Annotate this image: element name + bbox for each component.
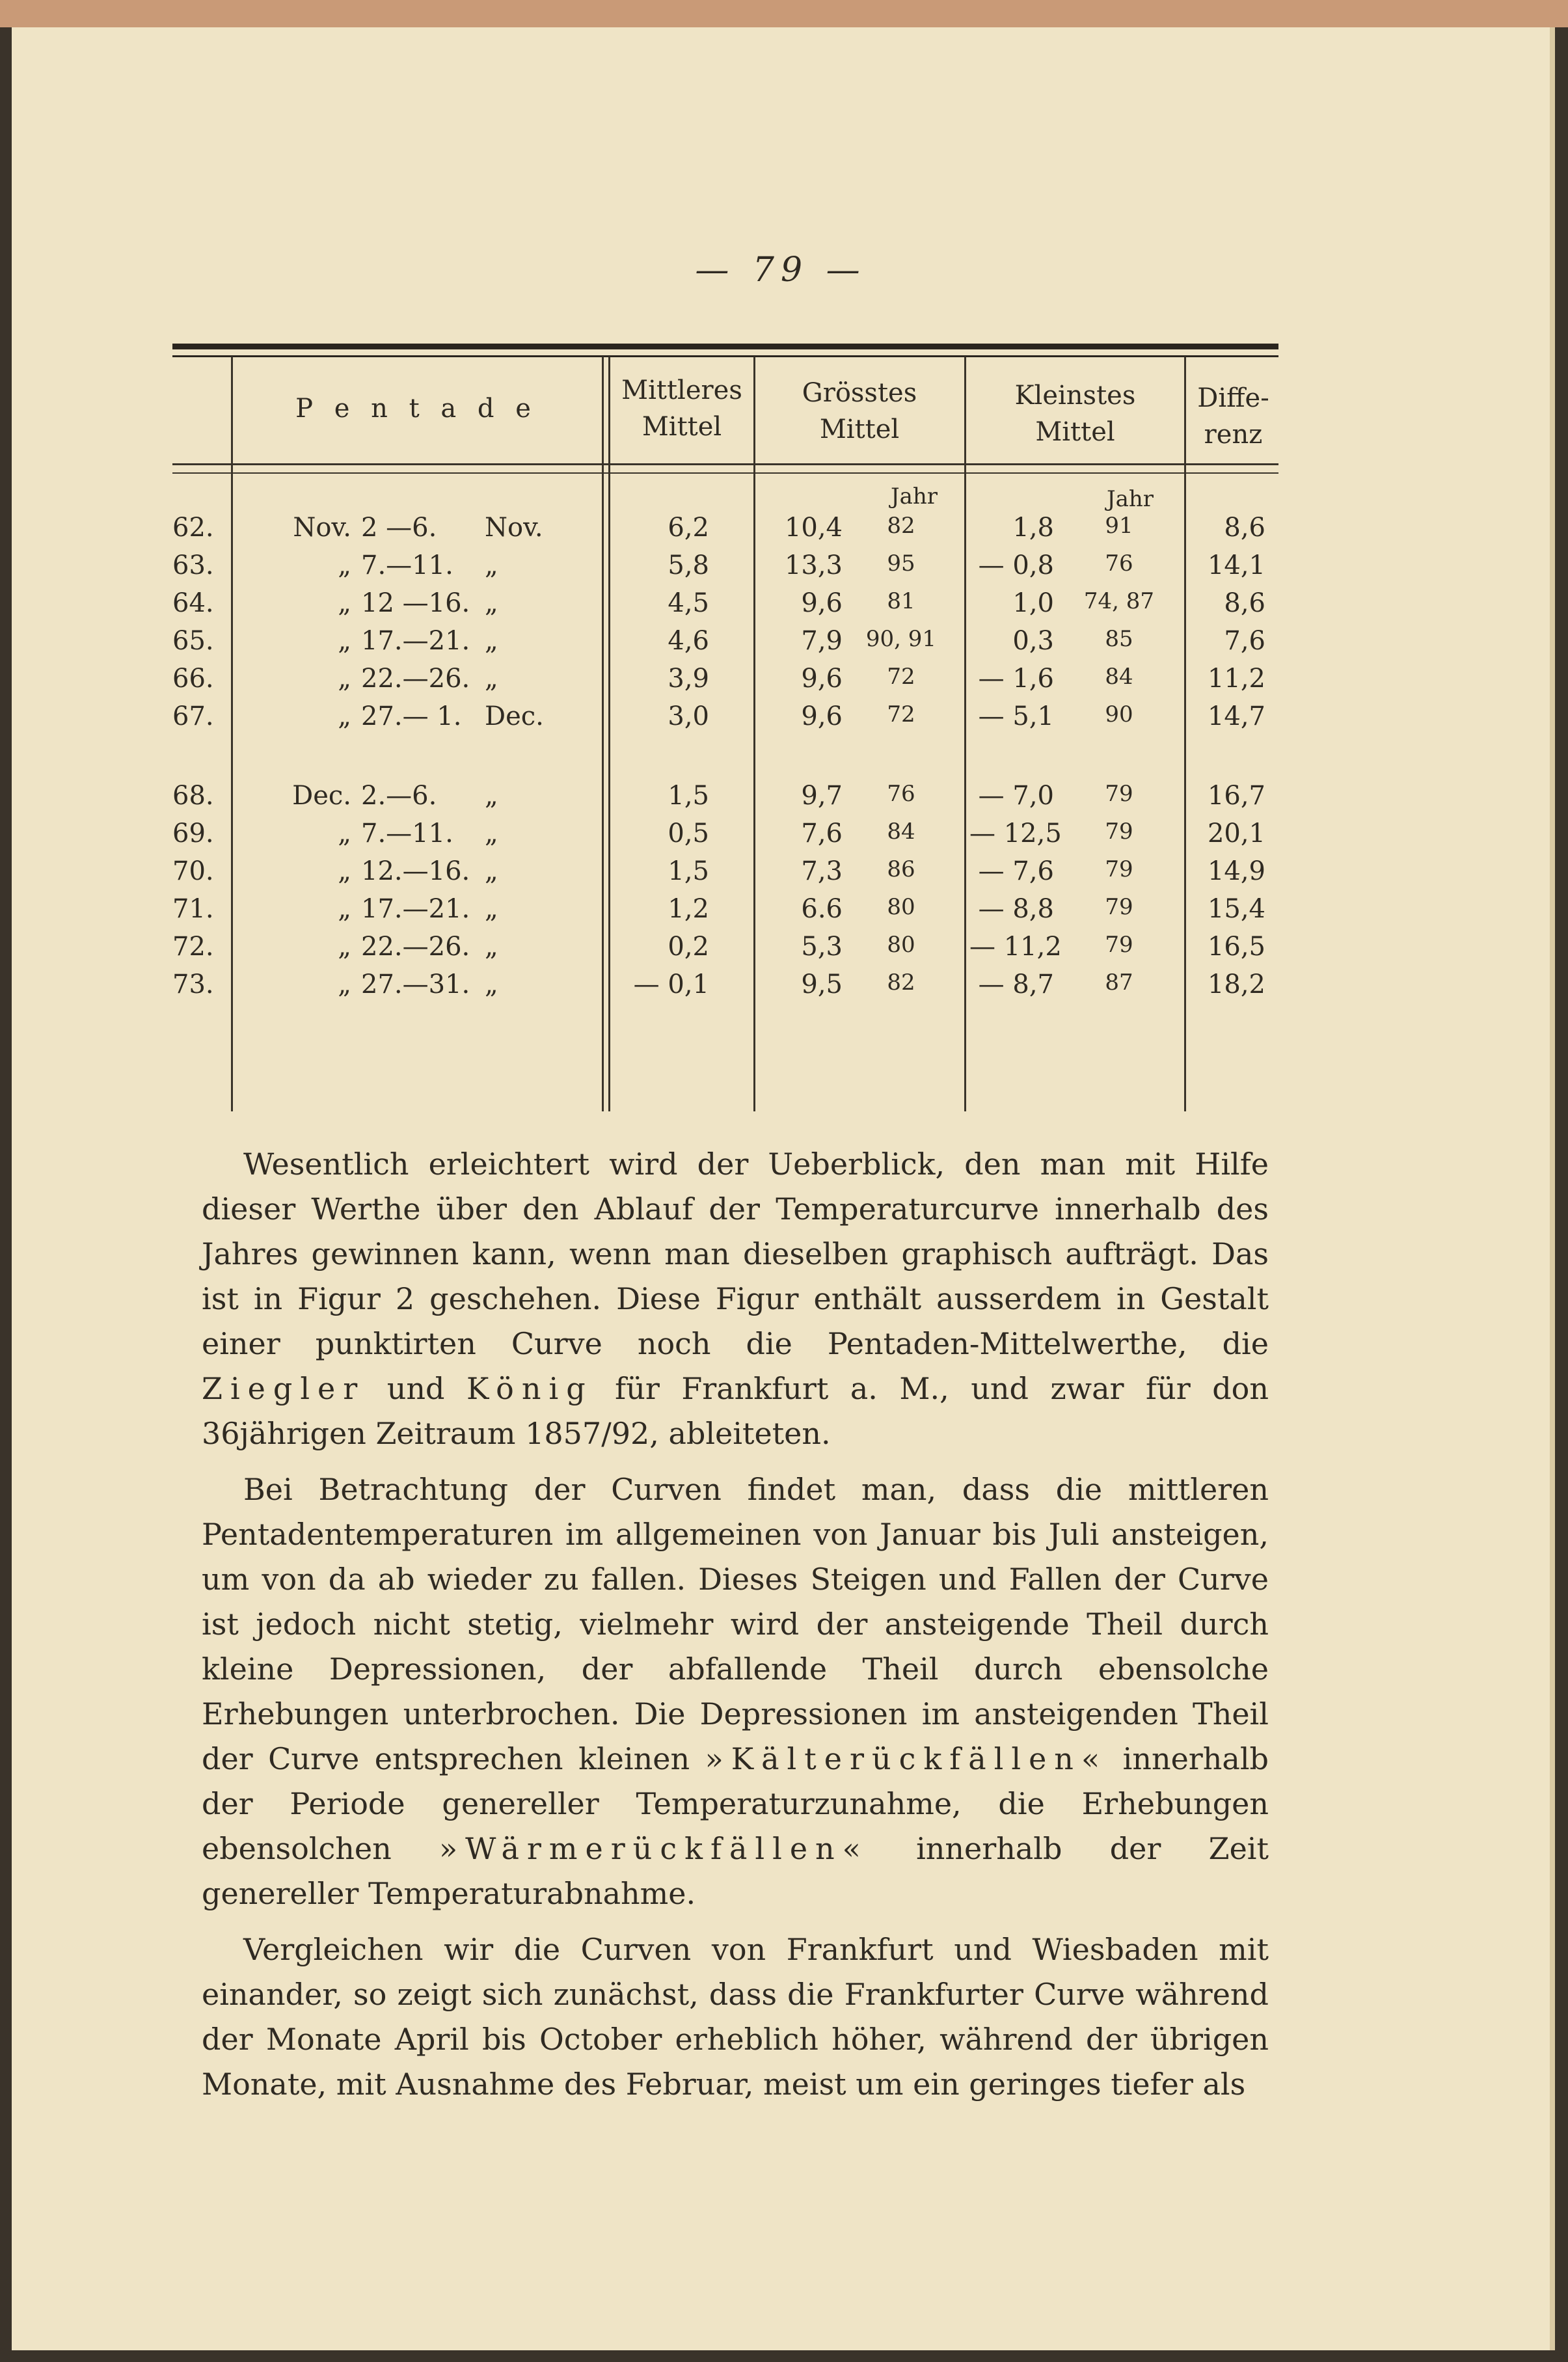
table-top-rule [172, 344, 1278, 349]
col-divider-pentade-a [602, 357, 604, 1111]
cell-k-jahr: 79 [1105, 819, 1133, 845]
header-pentade: P e n t a d e [295, 394, 537, 424]
cell-d: 12.—16. [361, 856, 470, 886]
cell-k-jahr: 79 [1105, 856, 1133, 882]
p1-text-a: Wesentlich erleichtert wird der Ueberblick, den man mit Hilfe dieser Werthe über den Ablauf der Temperaturcurve innerhalb des Jahres gewinnen kann, wenn man dieselben graphisch aufträgt. Das ist in Figur 2 geschehen. Diese Figur enthält ausserdem in Gestalt einer punktirten Curve noch die Pentaden-Mittelwerthe, die [202, 1147, 1269, 1361]
cell-m2: „ [485, 894, 498, 924]
cell-groesstes: 7,9 [801, 626, 843, 656]
cell-mittleres: 4,5 [668, 588, 709, 618]
cell-g-jahr: 82 [887, 513, 915, 539]
header-kleinstes-l1: Kleinstes [1014, 381, 1136, 411]
cell-nr: 63. [172, 550, 214, 580]
cell-kleinstes: 1,8 [1012, 513, 1054, 543]
cell-d: 7.—11. [361, 819, 453, 848]
cell-g-jahr: 86 [887, 856, 915, 882]
table-header-rule-2 [172, 472, 1278, 474]
cell-k-jahr: 79 [1105, 894, 1133, 920]
cell-g-jahr: 72 [887, 664, 915, 690]
header-groesstes-l1: Grösstes [802, 378, 917, 408]
cell-kleinstes: — 1,6 [978, 664, 1054, 694]
cell-k-jahr: 76 [1105, 550, 1133, 577]
cell-differenz: 8,6 [1224, 588, 1265, 618]
cell-mittleres: 4,6 [668, 626, 709, 656]
cell-d: 27.—31. [361, 970, 470, 999]
header-kleinstes [966, 377, 1184, 450]
cell-m1: „ [338, 664, 351, 694]
table-top-rule-thin [172, 355, 1278, 357]
cell-g-jahr: 82 [887, 970, 915, 996]
cell-mittleres: 0,5 [668, 819, 709, 848]
cell-nr: 66. [172, 664, 214, 694]
p2-waermerueckfaellen: »Wärmerückfällen« [439, 1831, 869, 1866]
cell-differenz: 11,2 [1207, 664, 1265, 694]
header-kleinstes-jahr: Jahr [1106, 486, 1154, 512]
col-divider-pentade-b [608, 357, 610, 1111]
cell-kleinstes: — 8,7 [978, 970, 1054, 999]
cell-d: 2.—6. [361, 781, 437, 811]
cell-differenz: 18,2 [1207, 970, 1265, 999]
header-groesstes-jahr: Jahr [890, 483, 938, 509]
cell-mittleres: 3,9 [668, 664, 709, 694]
cell-nr: 64. [172, 588, 214, 618]
cell-differenz: 14,7 [1207, 701, 1265, 731]
cell-nr: 67. [172, 701, 214, 731]
cell-m2: „ [485, 781, 498, 811]
cell-m1: „ [338, 894, 351, 924]
cell-mittleres: 5,8 [668, 550, 709, 580]
cell-kleinstes: — 8,8 [978, 894, 1054, 924]
cell-groesstes: 10,4 [784, 513, 843, 543]
cell-mittleres: — 0,1 [633, 970, 709, 999]
p1-text-b: für Frankfurt a. M., und zwar für don 36jährigen Zeitraum 1857/92, ableiteten. [202, 1371, 1269, 1451]
cell-g-jahr: 81 [887, 588, 915, 614]
cell-m2: „ [485, 970, 498, 999]
cell-m1: Dec. [292, 781, 351, 811]
cell-differenz: 7,6 [1224, 626, 1265, 656]
cell-kleinstes: — 7,0 [978, 781, 1054, 811]
cell-m1: „ [338, 550, 351, 580]
cell-groesstes: 9,6 [801, 701, 843, 731]
cell-k-jahr: 90 [1105, 701, 1133, 727]
page-number: — 79 — [695, 251, 867, 290]
cell-groesstes: 7,3 [801, 856, 843, 886]
p2-text-c: innerhalb der Zeit genereller Temperaturabnahme. [202, 1831, 1269, 1911]
cell-k-jahr: 79 [1105, 781, 1133, 807]
header-groesstes [755, 375, 964, 448]
header-mittleres-l1: Mittleres [621, 375, 742, 405]
cell-m2: „ [485, 819, 498, 848]
cell-differenz: 14,1 [1207, 550, 1265, 580]
cell-nr: 73. [172, 970, 214, 999]
cell-m2: „ [485, 664, 498, 694]
cell-m1: „ [338, 856, 351, 886]
cell-g-jahr: 95 [887, 550, 915, 577]
cell-kleinstes: — 12,5 [969, 819, 1062, 848]
header-differenz-l2: renz [1204, 420, 1263, 450]
cell-mittleres: 1,2 [668, 894, 709, 924]
cell-groesstes: 9,7 [801, 781, 843, 811]
paragraph-1 [202, 1142, 1269, 1456]
cell-groesstes: 9,6 [801, 588, 843, 618]
cell-kleinstes: — 11,2 [969, 932, 1062, 962]
cell-differenz: 15,4 [1207, 894, 1265, 924]
col-divider-nr [231, 357, 233, 1111]
page-edge [0, 0, 1568, 27]
cell-groesstes: 6.6 [801, 894, 843, 924]
p1-name-ziegler: Ziegler [202, 1371, 366, 1406]
header-differenz-l1: Diffe- [1197, 383, 1269, 413]
cell-g-jahr: 72 [887, 701, 915, 727]
cell-nr: 62. [172, 513, 214, 543]
p1-text-und: und [365, 1371, 467, 1406]
cell-differenz: 16,7 [1207, 781, 1265, 811]
cell-m1: Nov. [293, 513, 351, 543]
cell-groesstes: 7,6 [801, 819, 843, 848]
cell-groesstes: 9,6 [801, 664, 843, 694]
header-differenz [1186, 380, 1280, 453]
header-mittleres-l2: Mittel [642, 412, 722, 442]
cell-m2: „ [485, 550, 498, 580]
cell-kleinstes: 0,3 [1012, 626, 1054, 656]
cell-m1: „ [338, 701, 351, 731]
cell-d: 12 —16. [361, 588, 470, 618]
cell-nr: 70. [172, 856, 214, 886]
cell-mittleres: 6,2 [668, 513, 709, 543]
body-text [202, 1142, 1269, 2118]
cell-differenz: 14,9 [1207, 856, 1265, 886]
table-header-rule [172, 463, 1278, 465]
cell-kleinstes: — 5,1 [978, 701, 1054, 731]
cell-mittleres: 1,5 [668, 781, 709, 811]
cell-m1: „ [338, 588, 351, 618]
cell-k-jahr: 79 [1105, 932, 1133, 958]
cell-d: 17.—21. [361, 894, 470, 924]
cell-groesstes: 9,5 [801, 970, 843, 999]
cell-g-jahr: 76 [887, 781, 915, 807]
cell-d: 17.—21. [361, 626, 470, 656]
col-divider-mittleres [753, 357, 755, 1111]
cell-m2: „ [485, 932, 498, 962]
cell-m2: Dec. [485, 701, 544, 731]
paragraph-2 [202, 1467, 1269, 1916]
cell-m1: „ [338, 819, 351, 848]
cell-nr: 71. [172, 894, 214, 924]
cell-m1: „ [338, 970, 351, 999]
cell-d: 27.— 1. [361, 701, 462, 731]
cell-g-jahr: 90, 91 [865, 626, 937, 652]
cell-m1: „ [338, 626, 351, 656]
cell-nr: 72. [172, 932, 214, 962]
p2-text-a: Bei Betrachtung der Curven findet man, dass die mittleren Pentadentemperaturen im allgemeinen von Januar bis Juli ansteigen, um von da ab wieder zu fallen. Dieses Steigen und Fallen der Curve ist jedoch nicht stetig, vielmehr wird der ansteigende Theil durch kleine Depressionen, der abfallende Theil durch ebensolche Erhebungen unterbrochen. Die Depressionen im ansteigenden Theil der Curve entsprechen kleinen [202, 1472, 1269, 1776]
cell-m2: Nov. [485, 513, 543, 543]
cell-k-jahr: 91 [1105, 513, 1133, 539]
cell-k-jahr: 74, 87 [1083, 588, 1155, 614]
cell-g-jahr: 80 [887, 932, 915, 958]
cell-d: 22.—26. [361, 932, 470, 962]
cell-d: 7.—11. [361, 550, 453, 580]
header-groesstes-l2: Mittel [819, 414, 900, 444]
header-kleinstes-l2: Mittel [1035, 417, 1115, 447]
col-divider-groesstes [964, 357, 966, 1111]
p1-name-koenig: König [466, 1371, 593, 1406]
cell-kleinstes: — 7,6 [978, 856, 1054, 886]
p2-kaelterueckfaellen: »Kälterückfällen« [705, 1741, 1108, 1776]
cell-differenz: 16,5 [1207, 932, 1265, 962]
col-divider-kleinstes [1184, 357, 1186, 1111]
cell-m1: „ [338, 932, 351, 962]
cell-mittleres: 1,5 [668, 856, 709, 886]
cell-nr: 69. [172, 819, 214, 848]
cell-m2: „ [485, 856, 498, 886]
cell-k-jahr: 85 [1105, 626, 1133, 652]
cell-k-jahr: 84 [1105, 664, 1133, 690]
cell-d: 2 —6. [361, 513, 437, 543]
cell-groesstes: 13,3 [784, 550, 843, 580]
cell-m2: „ [485, 588, 498, 618]
cell-m2: „ [485, 626, 498, 656]
cell-groesstes: 5,3 [801, 932, 843, 962]
cell-k-jahr: 87 [1105, 970, 1133, 996]
cell-differenz: 20,1 [1207, 819, 1265, 848]
cell-nr: 68. [172, 781, 214, 811]
cell-differenz: 8,6 [1224, 513, 1265, 543]
cell-mittleres: 0,2 [668, 932, 709, 962]
cell-g-jahr: 84 [887, 819, 915, 845]
cell-kleinstes: 1,0 [1012, 588, 1054, 618]
cell-mittleres: 3,0 [668, 701, 709, 731]
p2-text-b: innerhalb der Periode genereller Temperaturzunahme, die Erhebungen ebensolchen [202, 1741, 1269, 1866]
cell-d: 22.—26. [361, 664, 470, 694]
cell-kleinstes: — 0,8 [978, 550, 1054, 580]
paragraph-3: Vergleichen wir die Curven von Frankfurt und Wiesbaden mit einander, so zeigt sich zunächst, dass die Frankfurter Curve während der Monate April bis October erheblich höher, während der übrigen Monate, mit Ausnahme des Februar, meist um ein geringes tiefer als [202, 1932, 1269, 2102]
cell-nr: 65. [172, 626, 214, 656]
cell-g-jahr: 80 [887, 894, 915, 920]
header-mittleres [610, 372, 753, 445]
